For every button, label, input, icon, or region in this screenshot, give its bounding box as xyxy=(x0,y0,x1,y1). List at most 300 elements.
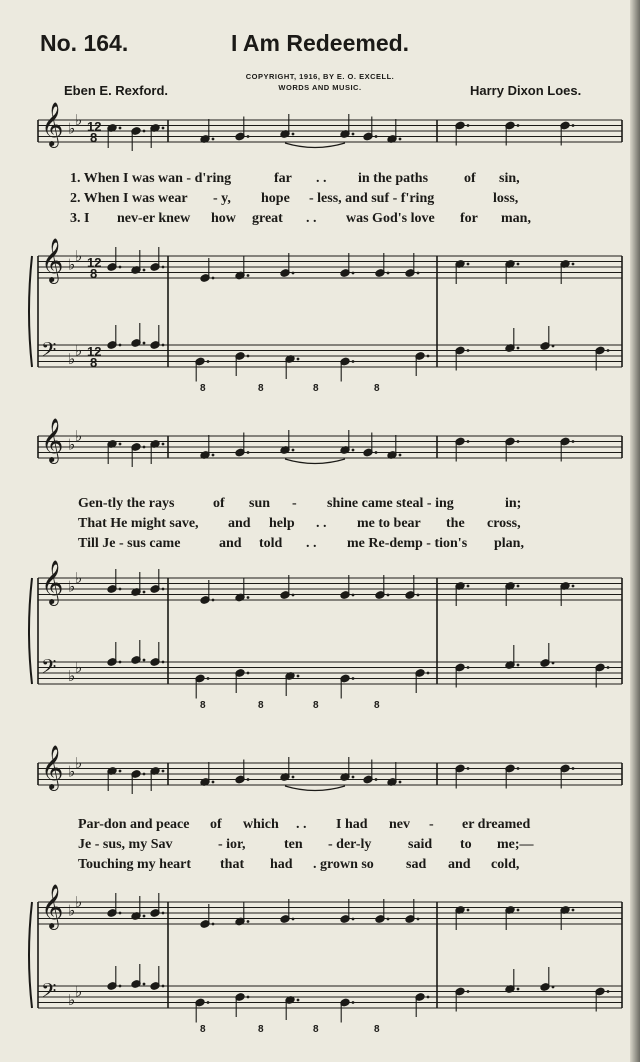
system-3-piano-bass-note-4-dot xyxy=(207,1001,210,1004)
lyric-syllable: 3. I xyxy=(70,211,90,226)
system-2-piano-treble-note-12 xyxy=(560,582,574,606)
system-2-melody-note-2 xyxy=(131,443,145,467)
lyric-syllable: - der-ly xyxy=(328,837,372,852)
system-3-melody-note-1 xyxy=(107,767,121,791)
system-3-piano-bass-note-11-dot xyxy=(552,986,555,989)
system-1-octave-mark-1: 8 xyxy=(200,383,206,394)
system-3-piano-bass-note-9-dot xyxy=(467,990,470,993)
system-1-piano-bass-note-6-dot xyxy=(297,358,300,361)
lyric-syllable: - less, and suf - f'ring xyxy=(309,191,435,206)
system-1-piano-bass-note-5 xyxy=(235,352,249,376)
system-3-piano-bass-note-5-dot xyxy=(247,996,250,999)
lyric-syllable: told xyxy=(259,536,283,551)
system-3-piano-bass-keysig-flat: ♭ xyxy=(68,990,76,1009)
lyric-syllable: in the paths xyxy=(358,171,429,186)
system-2-melody-keysig-flat: ♭ xyxy=(68,435,76,454)
system-2-piano-treble-note-11 xyxy=(505,582,519,606)
system-2-melody-note-4-dot xyxy=(212,454,215,457)
system-2-melody-note-2-dot xyxy=(143,446,146,449)
system-3-melody-staff xyxy=(38,763,622,785)
system-3-piano-bass-keysig-flat: ♭ xyxy=(75,982,83,1001)
system-3-piano-treble-note-10 xyxy=(455,906,469,930)
system-2-piano-brace xyxy=(29,578,32,684)
system-3-piano-bass-note-10 xyxy=(505,969,519,993)
system-3-piano-treble-note-8-dot xyxy=(387,918,390,921)
system-3-piano-treble-note-12-dot xyxy=(572,909,575,912)
system-1-melody-note-3-dot xyxy=(162,127,165,130)
system-1-octave-mark-4: 8 xyxy=(374,383,380,394)
system-2-octave-mark-4: 8 xyxy=(374,700,380,711)
system-2-octave-mark-1: 8 xyxy=(200,700,206,711)
lyric-syllable: me to bear xyxy=(357,516,421,531)
system-1-piano-treble-note-3 xyxy=(150,247,164,271)
system-2-piano-treble-note-6 xyxy=(280,575,294,599)
system-1-piano-treble-note-1-dot xyxy=(119,266,122,269)
system-1-piano-bass-note-3-dot xyxy=(162,344,165,347)
lyric-syllable: me;— xyxy=(497,837,534,852)
lyric-syllable: er dreamed xyxy=(462,817,531,832)
system-2-piano-treble-note-6-dot xyxy=(292,594,295,597)
system-2-octave-mark-2: 8 xyxy=(258,700,264,711)
system-2-piano-bass-note-10-dot xyxy=(517,664,520,667)
lyric-syllable: Gen-tly the rays xyxy=(78,496,175,511)
system-2-piano-treble-note-1 xyxy=(107,569,121,593)
lyric-syllable: nev xyxy=(389,817,410,832)
system-1-piano-treble-keysig-flat: ♭ xyxy=(75,247,83,265)
system-2-piano-bass-note-11 xyxy=(540,643,554,667)
system-3-piano-bass-note-3 xyxy=(150,966,164,990)
system-3-melody-keysig-flat: ♭ xyxy=(75,754,83,772)
system-2-piano-bass-note-8-dot xyxy=(427,672,430,675)
system-2-melody-keysig-flat: ♭ xyxy=(75,427,83,445)
system-1-piano-treble-note-7 xyxy=(340,253,354,277)
system-1-melody-note-6 xyxy=(280,114,294,138)
system-1-piano-bass-note-11-dot xyxy=(552,345,555,348)
lyric-syllable: - y, xyxy=(213,191,231,206)
system-1-melody-note-7-dot xyxy=(352,133,355,136)
system-2-melody-note-9-dot xyxy=(399,454,402,457)
lyric-syllable: help xyxy=(269,516,295,531)
lyric-syllable: . . xyxy=(316,171,327,186)
system-1-piano-treble-note-10 xyxy=(455,260,469,284)
system-1-piano-treble-note-5 xyxy=(235,256,249,280)
system-1-melody-note-2-dot xyxy=(143,130,146,133)
system-2-piano-bass-note-2 xyxy=(131,640,145,664)
system-2-piano-treble-note-11-dot xyxy=(517,585,520,588)
system-2-melody-note-8-dot xyxy=(375,451,378,454)
system-2-piano-treble-note-4-dot xyxy=(212,599,215,602)
system-3-piano-treble-note-11-dot xyxy=(517,909,520,912)
lyric-syllable: . . xyxy=(306,211,317,226)
lyric-syllable: great xyxy=(252,211,283,226)
system-2-piano-bass-keysig-flat: ♭ xyxy=(75,658,83,677)
system-3-melody-note-1-dot xyxy=(119,770,122,773)
composer-credit: Harry Dixon Loes. xyxy=(470,83,582,98)
lyric-syllable: of xyxy=(464,171,476,186)
system-2-piano-bass-staff xyxy=(38,662,622,684)
system-1-piano-treble-note-9-dot xyxy=(417,272,420,275)
lyric-syllable: in; xyxy=(505,496,522,511)
system-1-piano-bass-timesig-numerator: 12 xyxy=(87,344,102,359)
system-2-melody-note-12-dot xyxy=(572,440,575,443)
system-2-piano-bass-note-3-dot xyxy=(162,661,165,664)
system-2-piano-bass-note-1 xyxy=(107,642,121,666)
lyric-syllable: . grown so xyxy=(313,857,374,872)
system-3-melody-note-5-dot xyxy=(247,778,250,781)
system-2-melody-staff xyxy=(38,436,622,458)
system-2-piano-bass-note-10 xyxy=(505,645,519,669)
system-1-piano-treble-note-2-dot xyxy=(143,269,146,272)
system-1-piano-bass-staff xyxy=(38,345,622,367)
system-2-piano-bass-note-1-dot xyxy=(119,661,122,664)
system-3-piano-treble-note-2-dot xyxy=(143,915,146,918)
system-3-piano-treble-note-3 xyxy=(150,893,164,917)
system-3-piano-bass-note-7-dot xyxy=(352,1001,355,1004)
system-1-melody-note-8-dot xyxy=(375,135,378,138)
system-2-melody-note-11-dot xyxy=(517,440,520,443)
system-3-melody-tie xyxy=(285,786,345,791)
lyric-syllable: That He might save, xyxy=(78,516,199,531)
system-2-piano-bass-note-4 xyxy=(195,674,209,698)
lyric-syllable: Till Je - sus came xyxy=(78,536,181,551)
system-3-melody-note-6-dot xyxy=(292,776,295,779)
system-3-piano-bass-clef: 𝄢 xyxy=(41,979,57,1007)
system-1-piano-treble-timesig-numerator: 12 xyxy=(87,255,102,270)
system-2-piano-treble-note-10-dot xyxy=(467,585,470,588)
lyric-syllable: cold, xyxy=(491,857,520,872)
system-1-piano-bass-note-11 xyxy=(540,326,554,350)
system-3-piano-treble-note-12 xyxy=(560,906,574,930)
system-2-piano-bass-note-5 xyxy=(235,669,249,693)
system-3-piano-brace xyxy=(29,902,32,1008)
hymn-number: No. 164. xyxy=(40,30,129,56)
system-1-melody-note-9-dot xyxy=(399,138,402,141)
system-3-piano-treble-note-11 xyxy=(505,906,519,930)
system-3-piano-treble-note-9-dot xyxy=(417,918,420,921)
system-2-piano-treble-note-3 xyxy=(150,569,164,593)
system-1-piano-bass-note-12-dot xyxy=(607,349,610,352)
system-1-piano-treble-note-1 xyxy=(107,247,121,271)
system-3-melody-note-3-dot xyxy=(162,770,165,773)
system-3-melody-note-7 xyxy=(340,757,354,781)
system-2-piano-treble-clef: 𝄞 xyxy=(41,560,64,604)
system-2-piano-bass-note-5-dot xyxy=(247,672,250,675)
system-2-piano-bass-note-6-dot xyxy=(297,675,300,678)
lyric-syllable: and xyxy=(219,536,242,551)
system-1-piano-treble-note-10-dot xyxy=(467,263,470,266)
lyric-syllable: 1. When I was wan - d'ring xyxy=(70,171,232,186)
system-3-piano-treble-note-5 xyxy=(235,902,249,926)
system-3-piano-bass-note-10-dot xyxy=(517,988,520,991)
lyric-syllable: Je - sus, my Sav xyxy=(78,837,173,852)
system-2-piano-treble-note-9 xyxy=(405,575,419,599)
system-3-melody-note-2-dot xyxy=(143,773,146,776)
lyric-syllable: . . xyxy=(316,516,327,531)
system-1-piano-treble-timesig-denominator: 8 xyxy=(90,266,98,281)
system-1-melody-note-6-dot xyxy=(292,133,295,136)
system-2-octave-mark-3: 8 xyxy=(313,700,319,711)
system-1-piano-bass-note-3 xyxy=(150,325,164,349)
system-2-melody-note-1-dot xyxy=(119,443,122,446)
system-3-piano-bass-note-5 xyxy=(235,993,249,1017)
system-3-melody-note-6 xyxy=(280,757,294,781)
system-1-piano-bass-note-5-dot xyxy=(247,355,250,358)
system-3-piano-bass-note-3-dot xyxy=(162,985,165,988)
lyric-syllable: nev-er knew xyxy=(117,211,191,226)
system-3-piano-treble-note-7 xyxy=(340,899,354,923)
system-1-piano-treble-note-11-dot xyxy=(517,263,520,266)
lyric-syllable: far xyxy=(274,171,292,186)
system-1-piano-treble-note-3-dot xyxy=(162,266,165,269)
system-3-piano-treble-note-6-dot xyxy=(292,918,295,921)
system-3-piano-treble-note-6 xyxy=(280,899,294,923)
lyric-syllable: how xyxy=(211,211,236,226)
system-2-piano-bass-keysig-flat: ♭ xyxy=(68,666,76,685)
system-2-melody-note-6-dot xyxy=(292,449,295,452)
system-1-piano-treble-note-12 xyxy=(560,260,574,284)
lyric-syllable: and xyxy=(228,516,251,531)
lyric-syllable: which xyxy=(243,817,279,832)
system-1-melody-keysig-flat: ♭ xyxy=(75,111,83,129)
lyric-syllable: the xyxy=(446,516,465,531)
system-2-piano-treble-note-7-dot xyxy=(352,594,355,597)
system-1-piano-bass-clef: 𝄢 xyxy=(41,338,57,366)
system-3-piano-bass-note-2-dot xyxy=(143,983,146,986)
system-1-piano-treble-staff xyxy=(38,256,622,278)
lyric-syllable: man, xyxy=(501,211,531,226)
lyric-syllable: for xyxy=(460,211,478,226)
system-1-piano-treble-note-6 xyxy=(280,253,294,277)
system-3-melody-note-4-dot xyxy=(212,781,215,784)
lyric-syllable: shine came steal - ing xyxy=(327,496,454,511)
system-3-piano-bass-note-7 xyxy=(340,998,354,1022)
lyric-syllable: me Re-demp - tion's xyxy=(347,536,468,551)
system-3-octave-mark-1: 8 xyxy=(200,1024,206,1035)
system-3-piano-bass-note-12-dot xyxy=(607,990,610,993)
system-1-octave-mark-3: 8 xyxy=(313,383,319,394)
system-1-melody-note-7 xyxy=(340,114,354,138)
system-1-piano-treble-keysig-flat: ♭ xyxy=(68,255,76,274)
system-2-piano-bass-note-4-dot xyxy=(207,677,210,680)
system-2-piano-bass-clef: 𝄢 xyxy=(41,655,57,683)
system-3-octave-mark-2: 8 xyxy=(258,1024,264,1035)
system-2-melody-note-3-dot xyxy=(162,443,165,446)
system-1-piano-bass-note-7-dot xyxy=(352,360,355,363)
system-2-piano-bass-note-11-dot xyxy=(552,662,555,665)
system-2-piano-treble-note-1-dot xyxy=(119,588,122,591)
system-1-piano-treble-note-12-dot xyxy=(572,263,575,266)
system-3-piano-treble-clef: 𝄞 xyxy=(41,884,64,928)
system-3-melody-keysig-flat: ♭ xyxy=(68,762,76,781)
system-1-melody-timesig-numerator: 12 xyxy=(87,119,102,134)
system-3-melody-note-11-dot xyxy=(517,767,520,770)
author-credit: Eben E. Rexford. xyxy=(64,83,169,98)
system-1-piano-bass-keysig-flat: ♭ xyxy=(68,349,76,368)
lyric-syllable: - xyxy=(292,496,297,511)
system-1-piano-bass-note-8 xyxy=(415,352,429,376)
system-1-piano-bass-timesig-denominator: 8 xyxy=(90,355,98,370)
system-3-piano-treble-keysig-flat: ♭ xyxy=(75,893,83,911)
system-3-piano-bass-note-11 xyxy=(540,967,554,991)
system-1-piano-bass-note-1 xyxy=(107,325,121,349)
system-1-piano-treble-note-6-dot xyxy=(292,272,295,275)
system-1-melody-timesig-denominator: 8 xyxy=(90,130,98,145)
system-2-piano-bass-note-12-dot xyxy=(607,666,610,669)
system-1-octave-mark-2: 8 xyxy=(258,383,264,394)
system-2-piano-treble-note-2-dot xyxy=(143,591,146,594)
system-1-melody-note-4-dot xyxy=(212,138,215,141)
system-2-piano-treble-note-12-dot xyxy=(572,585,575,588)
system-1-melody-keysig-flat: ♭ xyxy=(68,119,76,138)
system-1-piano-bass-note-10 xyxy=(505,328,519,352)
system-3-melody-note-2 xyxy=(131,770,145,794)
system-2-piano-treble-keysig-flat: ♭ xyxy=(75,569,83,587)
system-2-piano-bass-note-9-dot xyxy=(467,666,470,669)
lyric-syllable: that xyxy=(220,857,245,872)
system-2-piano-treble-note-5-dot xyxy=(247,596,250,599)
lyric-syllable: and xyxy=(448,857,471,872)
system-1-melody-note-2 xyxy=(131,127,145,151)
system-1-piano-treble-note-9 xyxy=(405,253,419,277)
lyric-syllable: of xyxy=(210,817,222,832)
system-1-piano-treble-note-4-dot xyxy=(212,277,215,280)
system-3-piano-bass-staff xyxy=(38,986,622,1008)
system-1-melody-staff xyxy=(38,120,622,142)
system-1-melody-note-12-dot xyxy=(572,124,575,127)
system-2-piano-treble-note-7 xyxy=(340,575,354,599)
system-2-melody-note-7 xyxy=(340,430,354,454)
system-3-piano-treble-note-9 xyxy=(405,899,419,923)
system-3-piano-treble-note-3-dot xyxy=(162,912,165,915)
lyric-syllable: - xyxy=(429,817,434,832)
lyric-syllable: Touching my heart xyxy=(78,857,192,872)
system-1-melody-note-1-dot xyxy=(119,127,122,130)
system-2-piano-treble-note-8 xyxy=(375,575,389,599)
system-2-piano-treble-note-9-dot xyxy=(417,594,420,597)
system-3-piano-treble-note-4-dot xyxy=(212,923,215,926)
system-2-melody-tie xyxy=(285,459,345,464)
system-1-piano-treble-note-5-dot xyxy=(247,274,250,277)
system-1-piano-bass-note-8-dot xyxy=(427,355,430,358)
system-1-piano-treble-clef: 𝄞 xyxy=(41,238,64,282)
lyric-syllable: Par-don and peace xyxy=(78,817,190,832)
system-1-piano-treble-note-7-dot xyxy=(352,272,355,275)
system-1-piano-treble-note-2 xyxy=(131,250,145,274)
system-1-piano-brace xyxy=(29,256,32,367)
system-3-piano-treble-note-2 xyxy=(131,896,145,920)
system-3-piano-treble-note-7-dot xyxy=(352,918,355,921)
system-2-piano-treble-keysig-flat: ♭ xyxy=(68,577,76,596)
system-2-melody-note-7-dot xyxy=(352,449,355,452)
lyric-syllable: hope xyxy=(261,191,290,206)
system-3-piano-bass-note-4 xyxy=(195,998,209,1022)
system-2-piano-treble-note-5 xyxy=(235,578,249,602)
system-2-piano-bass-note-2-dot xyxy=(143,659,146,662)
system-2-melody-note-3 xyxy=(150,440,164,464)
lyric-syllable: - ior, xyxy=(218,837,246,852)
system-1-melody-clef: 𝄞 xyxy=(41,102,64,146)
system-2-piano-treble-note-10 xyxy=(455,582,469,606)
lyric-syllable: had xyxy=(270,857,293,872)
system-2-melody-note-10-dot xyxy=(467,440,470,443)
system-2-piano-treble-note-2 xyxy=(131,572,145,596)
system-3-piano-treble-note-8 xyxy=(375,899,389,923)
system-2-piano-bass-note-7 xyxy=(340,674,354,698)
system-2-piano-bass-note-3 xyxy=(150,642,164,666)
system-3-melody-note-12-dot xyxy=(572,767,575,770)
lyric-syllable: . . xyxy=(296,817,307,832)
copyright-line-2: WORDS AND MUSIC. xyxy=(278,83,362,92)
system-3-melody-clef: 𝄞 xyxy=(41,745,64,789)
system-3-melody-note-9-dot xyxy=(399,781,402,784)
lyric-syllable: 2. When I was wear xyxy=(70,191,188,206)
lyric-syllable: of xyxy=(213,496,225,511)
system-1-piano-treble-note-8 xyxy=(375,253,389,277)
system-3-melody-note-3 xyxy=(150,767,164,791)
system-1-melody-note-5-dot xyxy=(247,135,250,138)
system-2-melody-note-6 xyxy=(280,430,294,454)
system-3-piano-treble-note-5-dot xyxy=(247,920,250,923)
system-1-piano-bass-keysig-flat: ♭ xyxy=(75,341,83,360)
lyric-syllable: cross, xyxy=(487,516,521,531)
system-2-piano-treble-note-3-dot xyxy=(162,588,165,591)
lyric-syllable: sun xyxy=(249,496,271,511)
system-2-piano-treble-note-8-dot xyxy=(387,594,390,597)
copyright-line-1: COPYRIGHT, 1916, BY E. O. EXCELL. xyxy=(245,72,395,81)
system-3-piano-treble-keysig-flat: ♭ xyxy=(68,901,76,920)
system-3-piano-bass-note-6-dot xyxy=(297,999,300,1002)
lyric-syllable: plan, xyxy=(494,536,524,551)
system-3-piano-bass-note-1-dot xyxy=(119,985,122,988)
system-2-melody-note-1 xyxy=(107,440,121,464)
system-1-melody-note-10-dot xyxy=(467,124,470,127)
lyric-syllable: sad xyxy=(406,857,427,872)
system-2-piano-bass-note-7-dot xyxy=(352,677,355,680)
system-1-piano-treble-note-11 xyxy=(505,260,519,284)
system-3-piano-bass-note-2 xyxy=(131,964,145,988)
system-1-piano-bass-note-7 xyxy=(340,357,354,381)
system-1-melody-tie xyxy=(285,143,345,148)
lyric-syllable: I had xyxy=(336,817,368,832)
system-3-octave-mark-4: 8 xyxy=(374,1024,380,1035)
system-3-melody-note-7-dot xyxy=(352,776,355,779)
system-2-piano-bass-note-8 xyxy=(415,669,429,693)
system-2-melody-clef: 𝄞 xyxy=(41,418,64,462)
lyric-syllable: sin, xyxy=(499,171,520,186)
lyric-syllable: said xyxy=(408,837,433,852)
system-3-piano-bass-note-8-dot xyxy=(427,996,430,999)
lyric-syllable: loss, xyxy=(493,191,519,206)
system-1-piano-bass-note-9-dot xyxy=(467,349,470,352)
system-3-piano-bass-note-8 xyxy=(415,993,429,1017)
system-1-melody-note-1 xyxy=(107,124,121,148)
system-1-piano-bass-note-2-dot xyxy=(143,342,146,345)
system-3-piano-treble-note-1 xyxy=(107,893,121,917)
lyric-syllable: to xyxy=(460,837,472,852)
system-3-piano-treble-note-1-dot xyxy=(119,912,122,915)
system-1-piano-bass-note-4-dot xyxy=(207,360,210,363)
lyric-syllable: . . xyxy=(306,536,317,551)
system-3-octave-mark-3: 8 xyxy=(313,1024,319,1035)
system-1-piano-treble-note-8-dot xyxy=(387,272,390,275)
system-3-melody-note-10-dot xyxy=(467,767,470,770)
lyric-syllable: was God's love xyxy=(346,211,435,226)
system-1-piano-bass-note-1-dot xyxy=(119,344,122,347)
system-1-piano-bass-note-2 xyxy=(131,323,145,347)
system-3-piano-treble-staff xyxy=(38,902,622,924)
system-2-melody-note-5-dot xyxy=(247,451,250,454)
system-1-piano-bass-note-10-dot xyxy=(517,347,520,350)
